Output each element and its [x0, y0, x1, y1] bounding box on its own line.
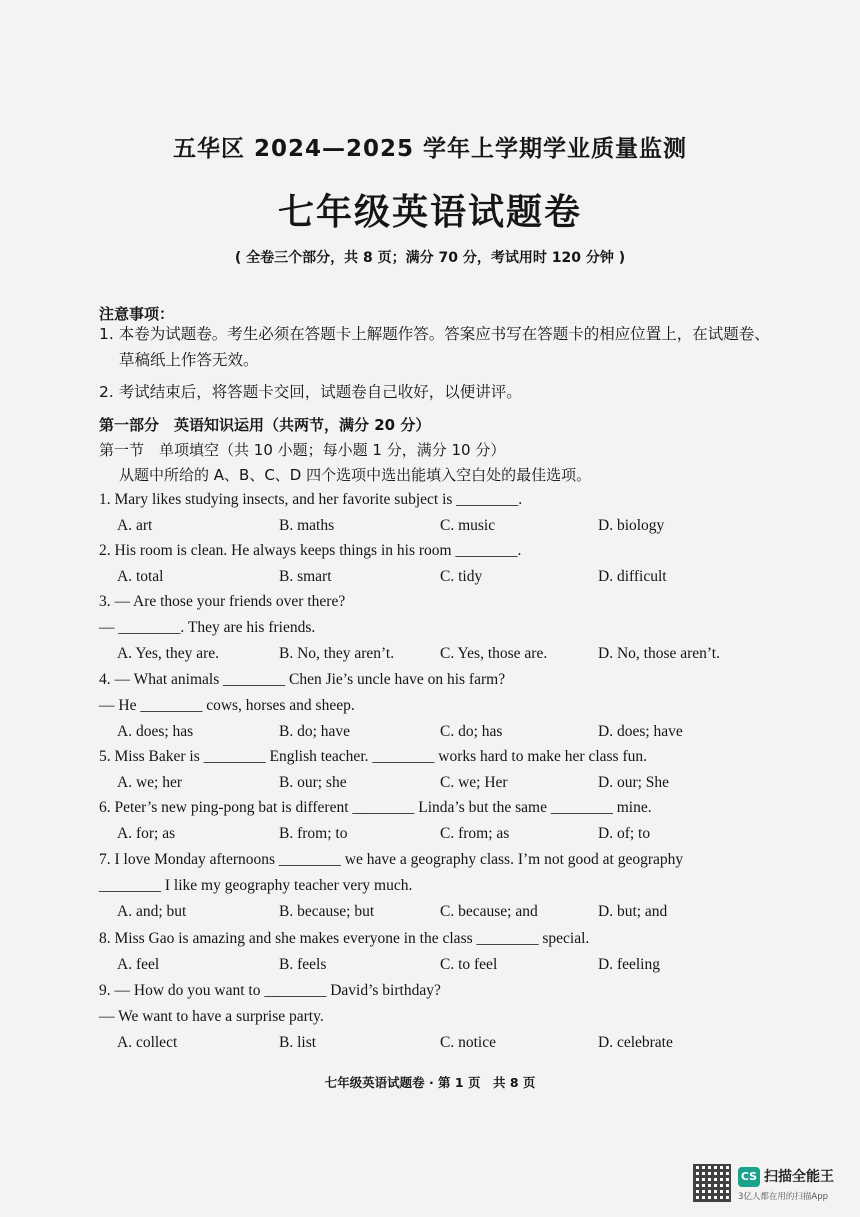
option-d: D. of; to [598, 825, 651, 842]
options-row [99, 513, 779, 539]
question-3 [99, 589, 779, 667]
question-stem: 4. — What animals ________ Chen Jie’s uncle have on his farm? [99, 671, 506, 688]
option-b: B. do; have [279, 723, 351, 740]
option-a: A. total [117, 568, 164, 585]
options-row [99, 821, 779, 847]
option-a: A. feel [117, 956, 160, 973]
notice-item: 2. 考试结束后，将答题卡交回，试题卷自己收好，以便讲评。 [99, 383, 522, 401]
option-a: A. Yes, they are. [117, 645, 220, 662]
question-stem: 3. — Are those your friends over there? [99, 593, 346, 610]
option-c: C. we; Her [440, 774, 508, 791]
option-c: C. music [440, 517, 496, 534]
options-row [99, 719, 779, 745]
option-b: B. our; she [279, 774, 347, 791]
option-b: B. No, they aren’t. [279, 645, 395, 662]
option-d: D. feeling [598, 956, 660, 973]
part1-title: 第一部分 英语知识运用（共两节，满分 20 分） [99, 416, 431, 434]
question-5 [99, 744, 779, 796]
option-b: B. maths [279, 517, 335, 534]
section1-title: 第一节 单项填空（共 10 小题；每小题 1 分，满分 10 分） [99, 441, 506, 459]
option-d: D. but; and [598, 903, 668, 920]
exam-title-line2: 七年级英语试题卷 [277, 192, 582, 233]
question-stem: 2. His room is clean. He always keeps things in his room ________. [99, 542, 522, 559]
question-4 [99, 667, 779, 745]
option-d: D. biology [598, 517, 665, 534]
page-footer: 七年级英语试题卷 · 第 1 页 共 8 页 [324, 1075, 536, 1090]
question-stem: 5. Miss Baker is ________ English teacher. ________ works hard to make her class fun. [99, 748, 648, 765]
option-c: C. Yes, those are. [440, 645, 548, 662]
question-stem: — We want to have a surprise party. [99, 1008, 324, 1025]
option-c: C. tidy [440, 568, 483, 585]
question-stem: 7. I love Monday afternoons ________ we have a geography class. I’m not good at geography [99, 851, 684, 868]
options-row [99, 952, 779, 978]
question-stem: 1. Mary likes studying insects, and her favorite subject is ________. [99, 491, 523, 508]
option-c: C. to feel [440, 956, 498, 973]
options-row [99, 1030, 779, 1056]
option-b: B. from; to [279, 825, 348, 842]
question-1 [99, 487, 779, 539]
notice-list [99, 321, 779, 405]
option-c: C. notice [440, 1034, 496, 1051]
option-d: D. difficult [598, 568, 667, 585]
option-a: A. for; as [117, 825, 176, 842]
question-8 [99, 926, 779, 978]
options-row [99, 641, 779, 667]
scanner-app-name: 扫描全能王 [764, 1169, 834, 1185]
question-stem: 6. Peter’s new ping-pong bat is different ________ Linda’s but the same ________ mine. [99, 799, 652, 816]
question-6 [99, 795, 779, 847]
notice-title: 注意事项： [99, 305, 175, 323]
option-a: A. we; her [117, 774, 182, 791]
question-stem: 9. — How do you want to ________ David’s birthday? [99, 982, 441, 999]
option-b: B. smart [279, 568, 332, 585]
option-d: D. does; have [598, 723, 683, 740]
option-c: C. do; has [440, 723, 503, 740]
qr-code-icon [693, 1164, 731, 1202]
scanner-tagline: 3亿人都在用的扫描App [738, 1192, 829, 1202]
option-a: A. does; has [117, 723, 194, 740]
option-b: B. feels [279, 956, 327, 973]
exam-subtitle: ( 全卷三个部分，共 8 页；满分 70 分，考试用时 120 分钟 ) [234, 250, 626, 266]
camscanner-logo-icon: CS [738, 1167, 760, 1187]
notice-item: 1. 本卷为试题卷。考生必须在答题卡上解题作答。答案应书写在答题卡的相应位置上，在试题卷、草稿纸上作答无效。 [99, 325, 770, 369]
option-a: A. and; but [117, 903, 187, 920]
option-d: D. No, those aren’t. [598, 645, 720, 662]
option-d: D. celebrate [598, 1034, 673, 1051]
options-row [99, 899, 779, 925]
option-c: C. from; as [440, 825, 510, 842]
option-c: C. because; and [440, 903, 538, 920]
option-d: D. our; She [598, 774, 670, 791]
option-a: A. art [117, 517, 153, 534]
question-9 [99, 978, 779, 1056]
exam-title-line1: 五华区 2024—2025 学年上学期学业质量监测 [172, 136, 688, 162]
option-b: B. list [279, 1034, 317, 1051]
question-2 [99, 538, 779, 590]
question-7 [99, 847, 779, 925]
option-b: B. because; but [279, 903, 375, 920]
question-stem: 8. Miss Gao is amazing and she makes everyone in the class ________ special. [99, 930, 590, 947]
question-stem: — He ________ cows, horses and sheep. [99, 697, 355, 714]
option-a: A. collect [117, 1034, 178, 1051]
options-row [99, 770, 779, 796]
question-stem: — ________. They are his friends. [99, 619, 316, 636]
question-stem: ________ I like my geography teacher very much. [99, 877, 413, 894]
section1-instruction: 从题中所给的 A、B、C、D 四个选项中选出能填入空白处的最佳选项。 [119, 466, 592, 484]
options-row [99, 564, 779, 590]
